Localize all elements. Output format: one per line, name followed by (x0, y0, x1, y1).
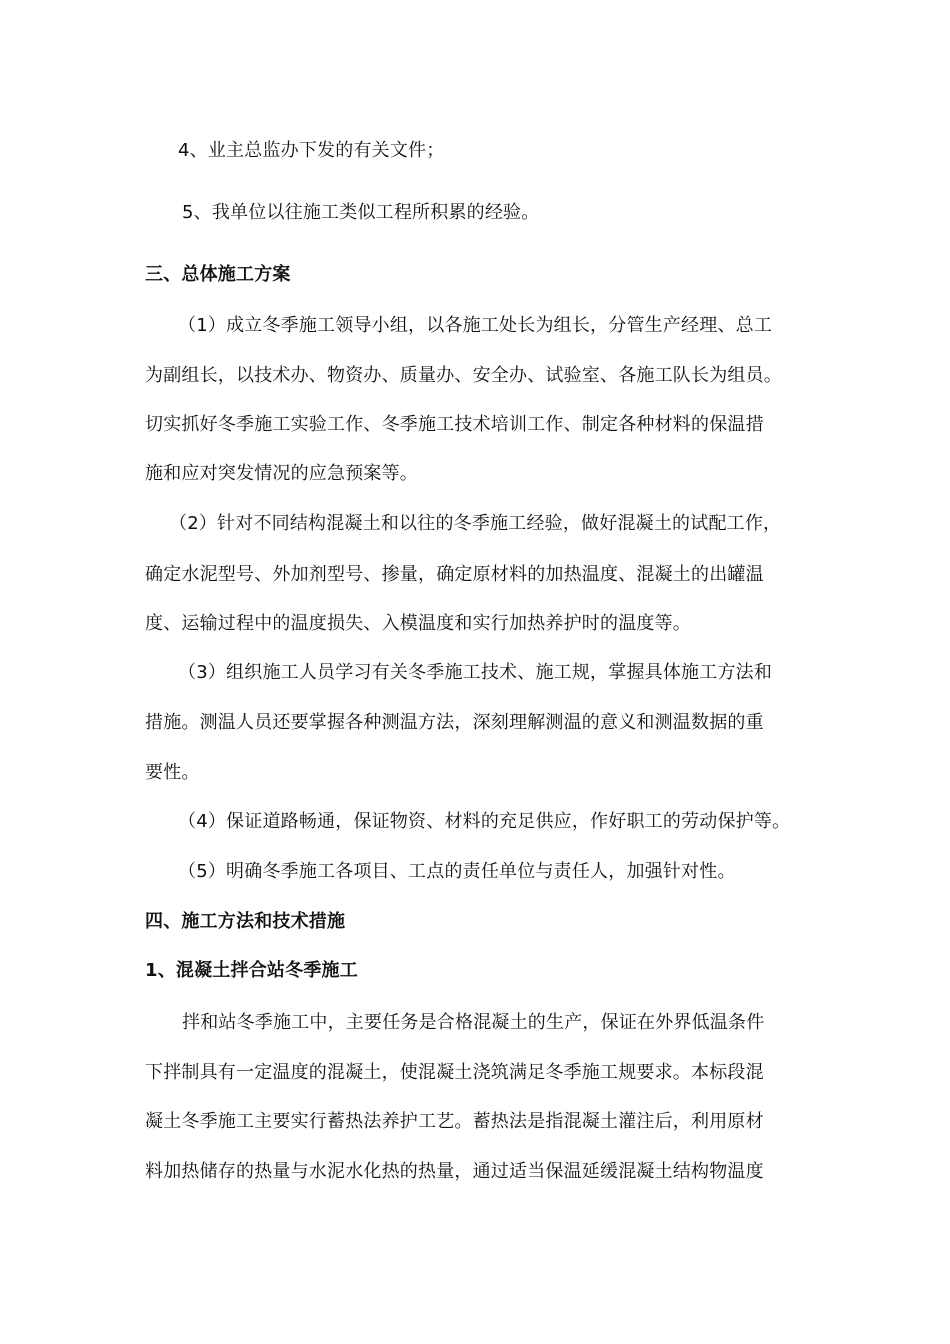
paragraph-line: （2）针对不同结构混凝土和以往的冬季施工经验，做好混凝土的试配工作， (169, 513, 782, 534)
paragraph-line: 拌和站冬季施工中，主要任务是合格混凝土的生产，保证在外界低温条件 (182, 1012, 765, 1033)
paragraph-line: 切实抓好冬季施工实验工作、冬季施工技术培训工作、制定各种材料的保温措 (145, 414, 764, 435)
paragraph-line: 措施。测温人员还要掌握各种测温方法，深刻理解测温的意义和测温数据的重 (145, 712, 764, 733)
paragraph-line: 凝土冬季施工主要实行蓄热法养护工艺。蓄热法是指混凝土灌注后，利用原材 (145, 1111, 764, 1132)
paragraph-line: （4）保证道路畅通，保证物资、材料的充足供应，作好职工的劳动保护等。 (178, 811, 791, 832)
section-heading-3: 三、总体施工方案 (145, 264, 291, 285)
paragraph-line: 度、运输过程中的温度损失、入模温度和实行加热养护时的温度等。 (145, 613, 691, 634)
paragraph-line: 确定水泥型号、外加剂型号、掺量，确定原材料的加热温度、混凝土的出罐温 (145, 564, 764, 585)
paragraph-line: 要性。 (145, 762, 200, 783)
paragraph-line: 下拌制具有一定温度的混凝土，使混凝土浇筑满足冬季施工规要求。本标段混 (145, 1062, 764, 1083)
paragraph-line: 为副组长，以技术办、物资办、质量办、安全办、试验室、各施工队长为组员。 (145, 365, 782, 386)
paragraph-line: 料加热储存的热量与水泥水化热的热量，通过适当保温延缓混凝土结构物温度 (145, 1161, 764, 1182)
list-item-4: 4、业主总监办下发的有关文件； (178, 140, 445, 161)
paragraph-line: （1）成立冬季施工领导小组，以各施工处长为组长，分管生产经理、总工 (178, 315, 773, 336)
subsection-heading-1: 1、混凝土拌合站冬季施工 (145, 960, 358, 981)
paragraph-line: 施和应对突发情况的应急预案等。 (145, 463, 418, 484)
section-heading-4: 四、施工方法和技术措施 (145, 911, 346, 932)
list-item-5: 5、我单位以往施工类似工程所积累的经验。 (182, 202, 540, 223)
paragraph-line: （5）明确冬季施工各项目、工点的责任单位与责任人，加强针对性。 (178, 861, 736, 882)
paragraph-line: （3）组织施工人员学习有关冬季施工技术、施工规，掌握具体施工方法和 (178, 662, 773, 683)
